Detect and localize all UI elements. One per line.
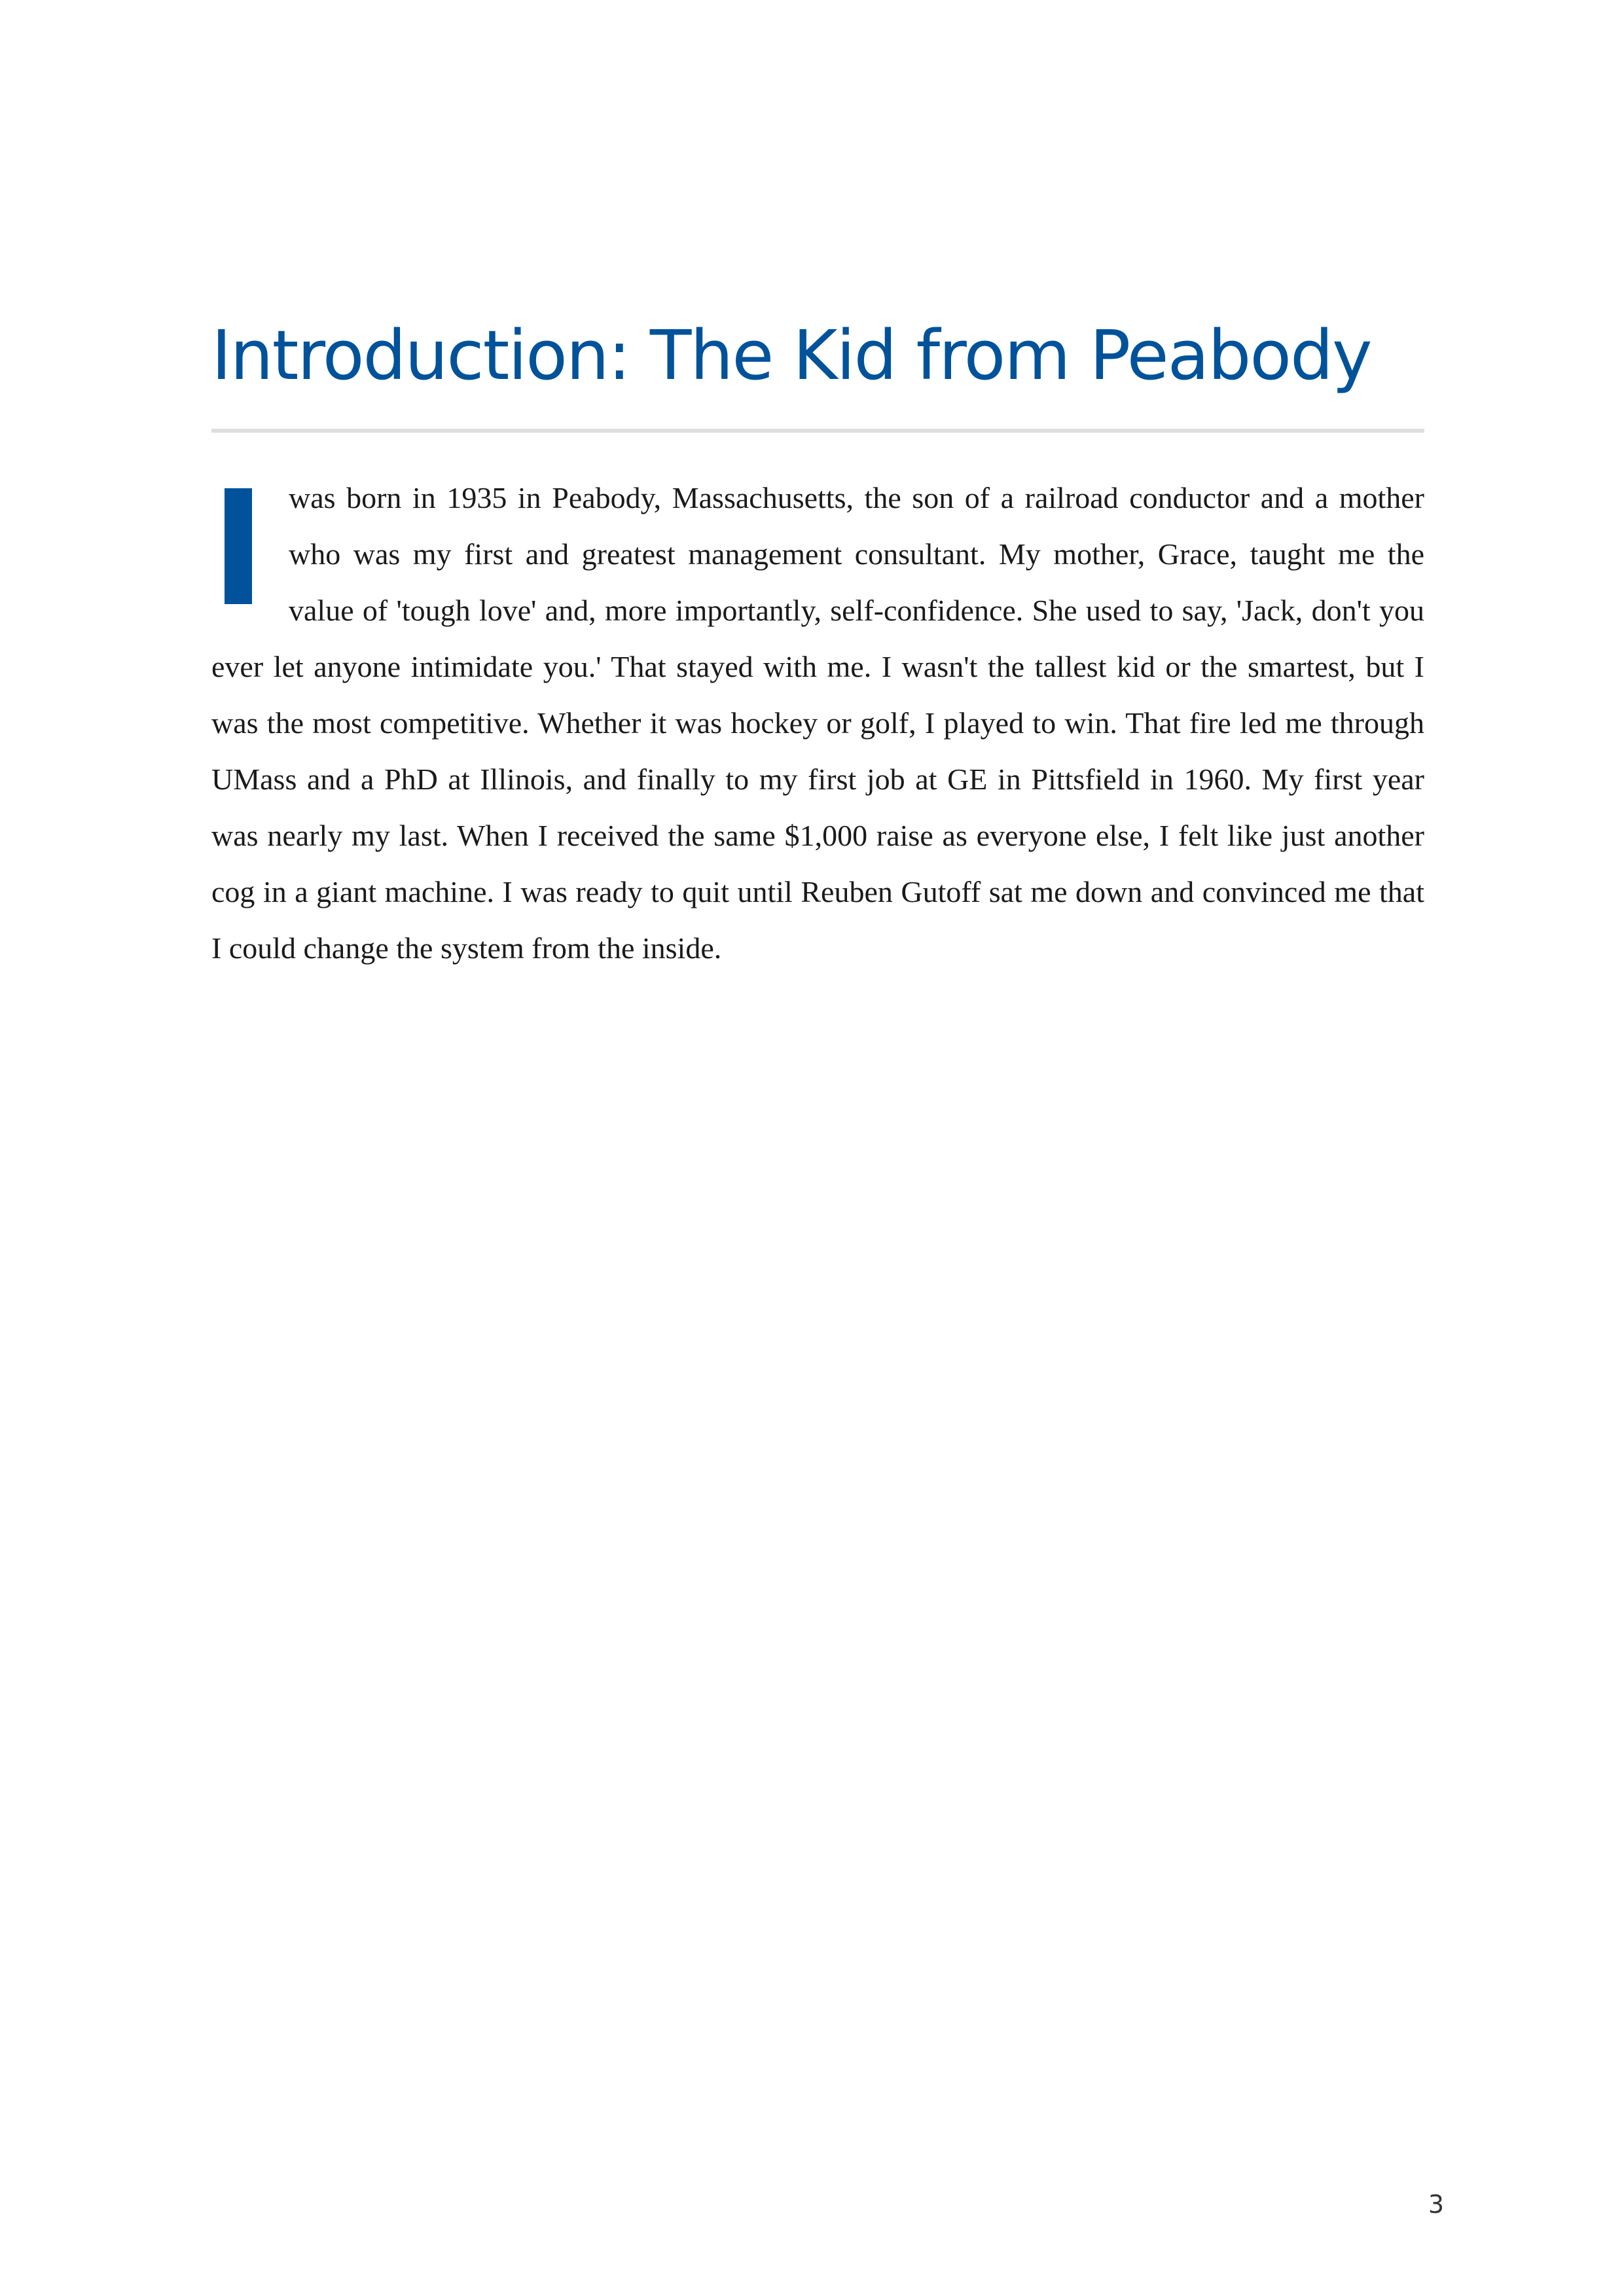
page-number: 3 bbox=[1428, 2190, 1444, 2219]
chapter-title: Introduction: The Kid from Peabody bbox=[211, 315, 1371, 395]
drop-cap bbox=[225, 488, 252, 604]
intro-paragraph bbox=[211, 470, 1424, 977]
title-divider bbox=[211, 429, 1424, 433]
paragraph-text: was born in 1935 in Peabody, Massachusetts, the son of a railroad conductor and a mother who was my first and greatest management consultant. My mother, Grace, taught me the value of 'tough love' and, more importantly, self-confidence. She used to say, 'Jack, don't you ever let anyone intimidate you.' That stayed with me. I wasn't the tallest kid or the smartest, but I was the most competitive. Whether it was hockey or golf, I played to win. That fire led me through UMass and a PhD at Illinois, and finally to my first job at GE in Pittsfield in 1960. My first year was nearly my last. When I received the same $1,000 raise as everyone else, I felt like just another cog in a giant machine. I was ready to quit until Reuben Gutoff sat me down and convinced me that I could change the system from the inside. bbox=[211, 481, 1424, 965]
